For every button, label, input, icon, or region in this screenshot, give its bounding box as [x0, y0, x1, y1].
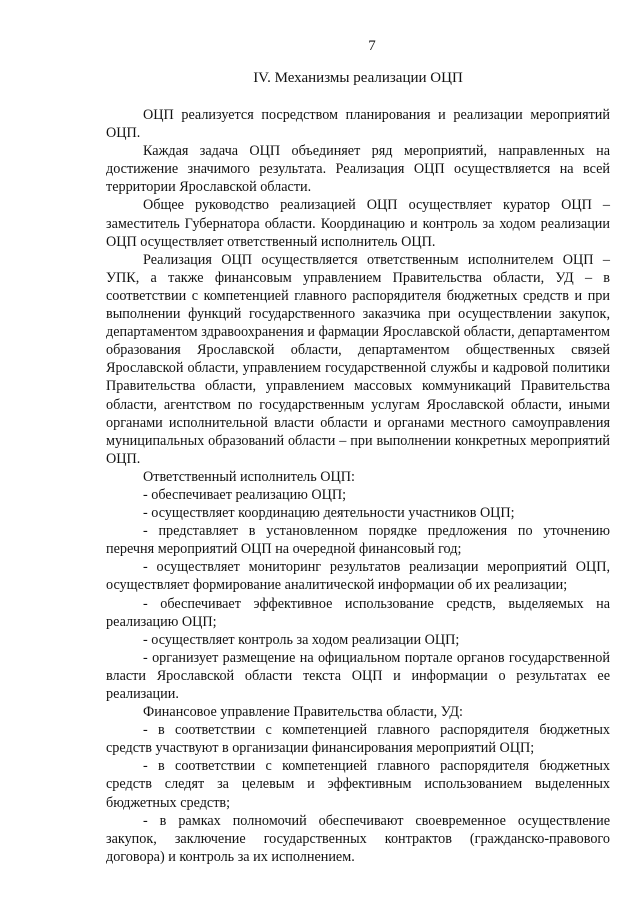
section-heading: IV. Механизмы реализации ОЦП — [253, 70, 463, 86]
list-item: - в рамках полномочий обеспечивают своевременное осуществление закупок, заключение государственных контрактов (гражданско-правового договора) и контроль за их исполнением. — [106, 812, 610, 865]
list-item: - осуществляет контроль за ходом реализации ОЦП; — [143, 631, 460, 648]
document-body — [106, 106, 610, 866]
paragraph: Финансовое управление Правительства области, УД: — [143, 704, 463, 721]
list-item: - представляет в установленном порядке предложения по уточнению перечня мероприятий ОЦП на очередной финансовый год; — [106, 523, 610, 558]
paragraph: Ответственный исполнитель ОЦП: — [143, 468, 355, 485]
list-item: - в соответствии с компетенцией главного распорядителя бюджетных средств участвуют в организации финансирования мероприятий ОЦП; — [106, 722, 610, 757]
paragraph: Каждая задача ОЦП объединяет ряд мероприятий, направленных на достижение значимого результата. Реализация ОЦП осуществляется на всей территории Ярославской области. — [106, 143, 610, 196]
paragraph: Общее руководство реализацией ОЦП осуществляет куратор ОЦП – заместитель Губернатора области. Координацию и контроль за ходом реализации ОЦП осуществляет ответственный исполнитель ОЦП. — [106, 197, 610, 250]
list-item: - осуществляет координацию деятельности участников ОЦП; — [143, 505, 515, 522]
list-item: - организует размещение на официальном портале органов государственной власти Ярославской области текста ОЦП и информации о результатах ее реализации. — [106, 649, 610, 702]
list-item: - обеспечивает реализацию ОЦП; — [143, 486, 347, 503]
paragraph: Реализация ОЦП осуществляется ответственным исполнителем ОЦП – УПК, а также финансовым управлением Правительства области, УД – в соответствии с компетенцией главного распорядителя бюджетных средств и при выполнении функций государственного заказчика при осуществлении закупок, департаментом здравоохранения и фармации Ярославской области, департаментом образования Ярославской области, департаментом общественных связей Ярославской области, управлением государственной службы и кадровой политики Правительства области, управлением массовых коммуникаций Правительства области, агентством по государственным услугам Ярославской области, иными органами исполнительной власти области и органами местного самоуправления муниципальных образований области – при выполнении конкретных мероприятий ОЦП. — [106, 251, 610, 467]
list-item: - осуществляет мониторинг результатов реализации мероприятий ОЦП, осуществляет формирование аналитической информации об их реализации; — [106, 559, 610, 594]
paragraph: ОЦП реализуется посредством планирования и реализации мероприятий ОЦП. — [106, 107, 610, 142]
page-number: 7 — [368, 38, 376, 54]
list-item: - обеспечивает эффективное использование средств, выделяемых на реализацию ОЦП; — [106, 595, 610, 630]
list-item: - в соответствии с компетенцией главного распорядителя бюджетных средств следят за целевым и эффективным использованием выделенных бюджетных средств; — [106, 758, 610, 811]
